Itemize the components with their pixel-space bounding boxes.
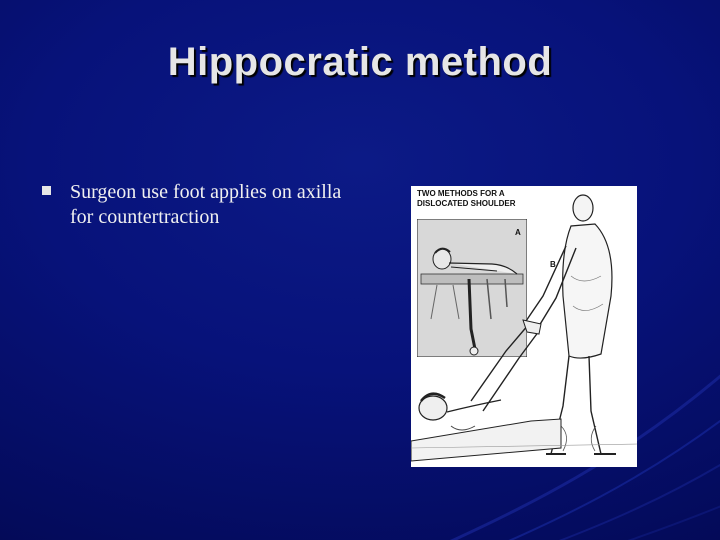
figure-caption: TWO METHODS FOR A DISLOCATED SHOULDER xyxy=(417,189,516,208)
slide-title: Hippocratic method xyxy=(167,40,553,84)
square-bullet-icon xyxy=(42,186,51,195)
label-a: A xyxy=(515,228,521,237)
bullet-item xyxy=(42,180,362,230)
method-b-illustration xyxy=(411,186,637,467)
illustration-figure xyxy=(411,186,637,467)
label-b: B xyxy=(550,260,556,269)
bullet-text: Surgeon use foot applies on axilla for countertraction xyxy=(70,181,342,228)
